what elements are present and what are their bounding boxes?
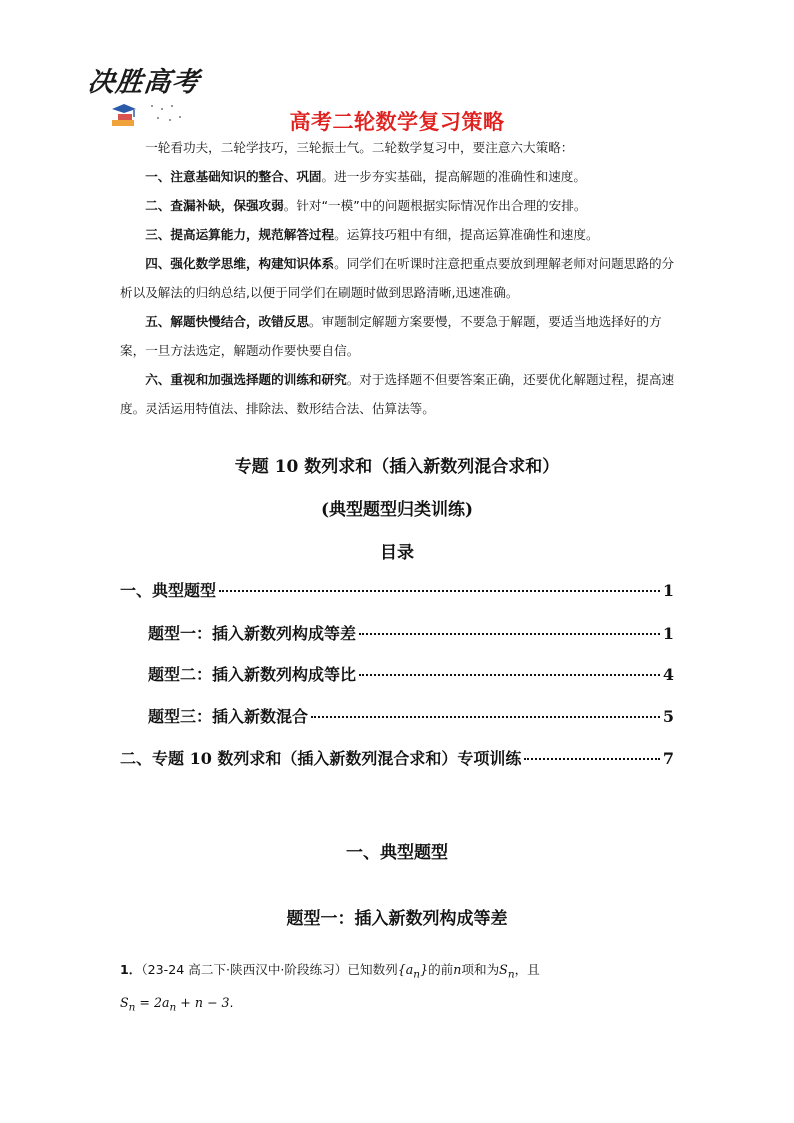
main-title: 高考二轮数学复习策略 [289, 110, 505, 134]
topic-subtitle: (典型题型归类训练) [320, 500, 474, 520]
problem-text: 已知数列 [347, 962, 398, 977]
intro-item-text: 。审题制定解题方案要慢，不要急于解题，要适当地选择好的方案，一旦方法选定，解题动作要快要自信。 [120, 314, 662, 358]
intro-item-text: 。对于选择题不但要答案正确，还要优化解题过程，提高速度。灵活运用特值法、排除法、数形结合法、估算法等。 [120, 372, 675, 416]
toc-title: 目录 [380, 543, 414, 563]
toc-entry-page: 5 [662, 707, 674, 726]
intro-item-bold: 一、注意基础知识的整合、巩固 [145, 169, 322, 184]
toc-entry-page: 1 [662, 624, 674, 643]
logo-text: 决胜高考 [86, 67, 202, 98]
toc-entry-label: 题型二：插入新数列构成等比 [148, 665, 357, 684]
toc-entry[interactable] [148, 662, 674, 686]
toc-entry-label: 一、典型题型 [120, 581, 217, 600]
toc-entry-page: 4 [662, 665, 674, 684]
toc-entry-label: 题型一：插入新数列构成等差 [148, 624, 357, 643]
toc-leader-dots [524, 758, 659, 760]
problem-1 [120, 956, 680, 1021]
sequence-symbol: $\{a_n\}$ [397, 962, 429, 981]
sum-symbol: $S_n$ [499, 962, 515, 981]
topic-title: 专题 10 数列求和（插入新数列混合求和） [234, 457, 560, 477]
intro-item [120, 191, 680, 220]
intro-item-bold: 六、重视和加强选择题的训练和研究 [145, 372, 347, 387]
intro-item-bold: 三、提高运算能力，规范解答过程 [145, 227, 335, 242]
intro-item-text: 。进一步夯实基础，提高解题的准确性和速度。 [321, 169, 586, 184]
formula-end: . [229, 994, 234, 1010]
problem-text: 的前 [428, 962, 454, 977]
intro-item-bold: 四、强化数学思维，构建知识体系 [145, 256, 335, 271]
intro-item [120, 220, 680, 249]
n-symbol: n [453, 962, 462, 977]
toc-leader-dots [311, 716, 660, 718]
toc-entry[interactable] [120, 746, 674, 770]
toc-entry-label: 二、专题 10 数列求和（插入新数列混合求和）专项训练 [120, 749, 522, 768]
intro-item [120, 249, 680, 307]
intro-lead: 一轮看功夫，二轮学技巧，三轮振士气。二轮数学复习中，要注意六大策略： [145, 140, 574, 155]
toc-leader-dots [359, 633, 660, 635]
problem-line-1 [120, 956, 680, 989]
intro-item [120, 307, 680, 365]
problem-number: 1． [120, 962, 142, 977]
intro-item-text: 。同学们在听课时注意把重点要放到理解老师对问题思路的分析以及解法的归纳总结,以便于同学们在刷题时做到思路清晰,迅速准确。 [120, 256, 675, 300]
intro-item [120, 162, 680, 191]
type-heading: 题型一：插入新数列构成等差 [286, 909, 508, 929]
intro-item [120, 365, 680, 423]
toc-entry-label: 题型三：插入新数混合 [148, 707, 309, 726]
toc-entry[interactable] [120, 578, 674, 602]
intro-item-bold: 五、解题快慢结合，改错反思 [145, 314, 309, 329]
formula: $S_n = 2a_n + n - 3$ [120, 994, 230, 1014]
intro-item-bold: 二、查漏补缺，保强攻弱 [145, 198, 284, 213]
problem-line-2 [120, 989, 680, 1022]
problem-text: ，且 [514, 962, 540, 977]
toc-entry[interactable] [148, 621, 674, 645]
intro-item-text: 。运算技巧粗中有细，提高运算准确性和速度。 [334, 227, 599, 242]
toc-leader-dots [359, 674, 660, 676]
toc-leader-dots [219, 590, 660, 592]
section-heading: 一、典型题型 [346, 843, 448, 863]
toc-entry-page: 7 [662, 749, 674, 768]
intro-section [120, 133, 680, 423]
toc-entry-page: 1 [662, 581, 674, 600]
toc-entry[interactable] [148, 704, 674, 728]
intro-item-text: 。针对“一模”中的问题根据实际情况作出合理的安排。 [283, 198, 587, 213]
problem-source: （23-24 高二下·陕西汉中·阶段练习） [141, 962, 348, 977]
problem-text: 项和为 [461, 962, 500, 977]
